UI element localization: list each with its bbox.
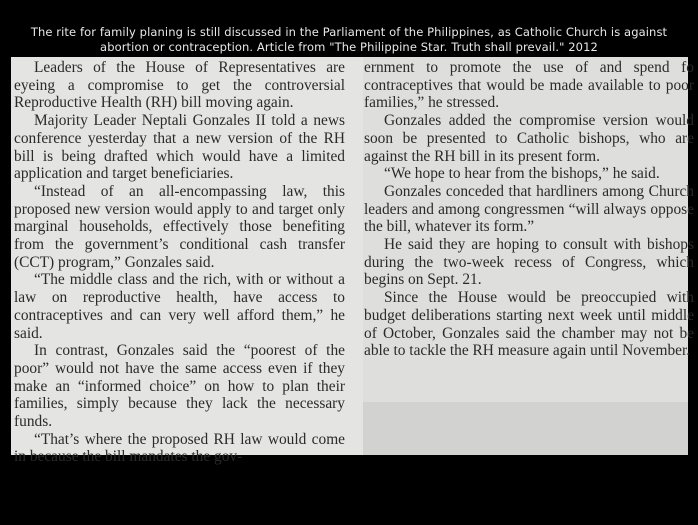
slide-caption: [0, 25, 698, 55]
article-paragraph: Gonzales conceded that hardliners among Church leaders and among congressmen “will always oppose the bill, whatever its form.”: [364, 182, 694, 236]
article-paragraph: “That’s where the proposed RH law would come in because the bill mandates the gov-: [14, 430, 345, 466]
article-paragraph: Gonzales added the compromise version would soon be presented to Catholic bishops, who are against the RH bill in its present form.: [364, 112, 694, 165]
article-left-column: [14, 59, 345, 466]
article-paragraph: Majority Leader Neptali Gonzales II told a news conference yesterday that a new version of the RH bill is being drafted which would have a limited application and target beneficiaries.: [14, 112, 345, 183]
article-paragraph: ernment to promote the use of and spend fo contraceptives that would be made available to poor families,” he stressed.: [364, 59, 694, 112]
clipping-empty-area: [363, 402, 688, 455]
article-paragraph: In contrast, Gonzales said the “poorest of the poor” would not have the same access even if they make an “informed choice” on how to plan their families, simply because they lack the necessary funds.: [14, 342, 345, 431]
article-paragraph: “The middle class and the rich, with or without a law on reproductive health, have access to contraceptives and can very well afford them,” he said.: [14, 271, 345, 342]
caption-line-2: abortion or contraception. Article from "The Philippine Star. Truth shall prevail." 2012: [100, 40, 598, 54]
article-right-column: [364, 59, 694, 360]
article-paragraph: Leaders of the House of Representatives are eyeing a compromise to get the controversial Reproductive Health (RH) bill moving again.: [14, 59, 345, 112]
article-paragraph: Since the House would be preoccupied with budget deliberations starting next week until middle of October, Gonzales said the chamber may not be able to tackle the RH measure again until November.: [364, 289, 694, 360]
article-paragraph: “Instead of an all-encompassing law, this proposed new version would apply to and target only marginal households, effectively those benefiting from the government’s conditional cash transfer (CCT) program,” Gonzales said.: [14, 182, 345, 271]
article-paragraph: He said they are hoping to consult with bishops during the two-week recess of Congress, which begins on Sept. 21.: [364, 236, 694, 289]
article-paragraph: “We hope to hear from the bishops,” he said.: [384, 165, 660, 183]
newspaper-clipping: [11, 57, 694, 466]
caption-line-1: The rite for family planing is still discussed in the Parliament of the Philippines, as Catholic Church is against: [30, 25, 668, 39]
